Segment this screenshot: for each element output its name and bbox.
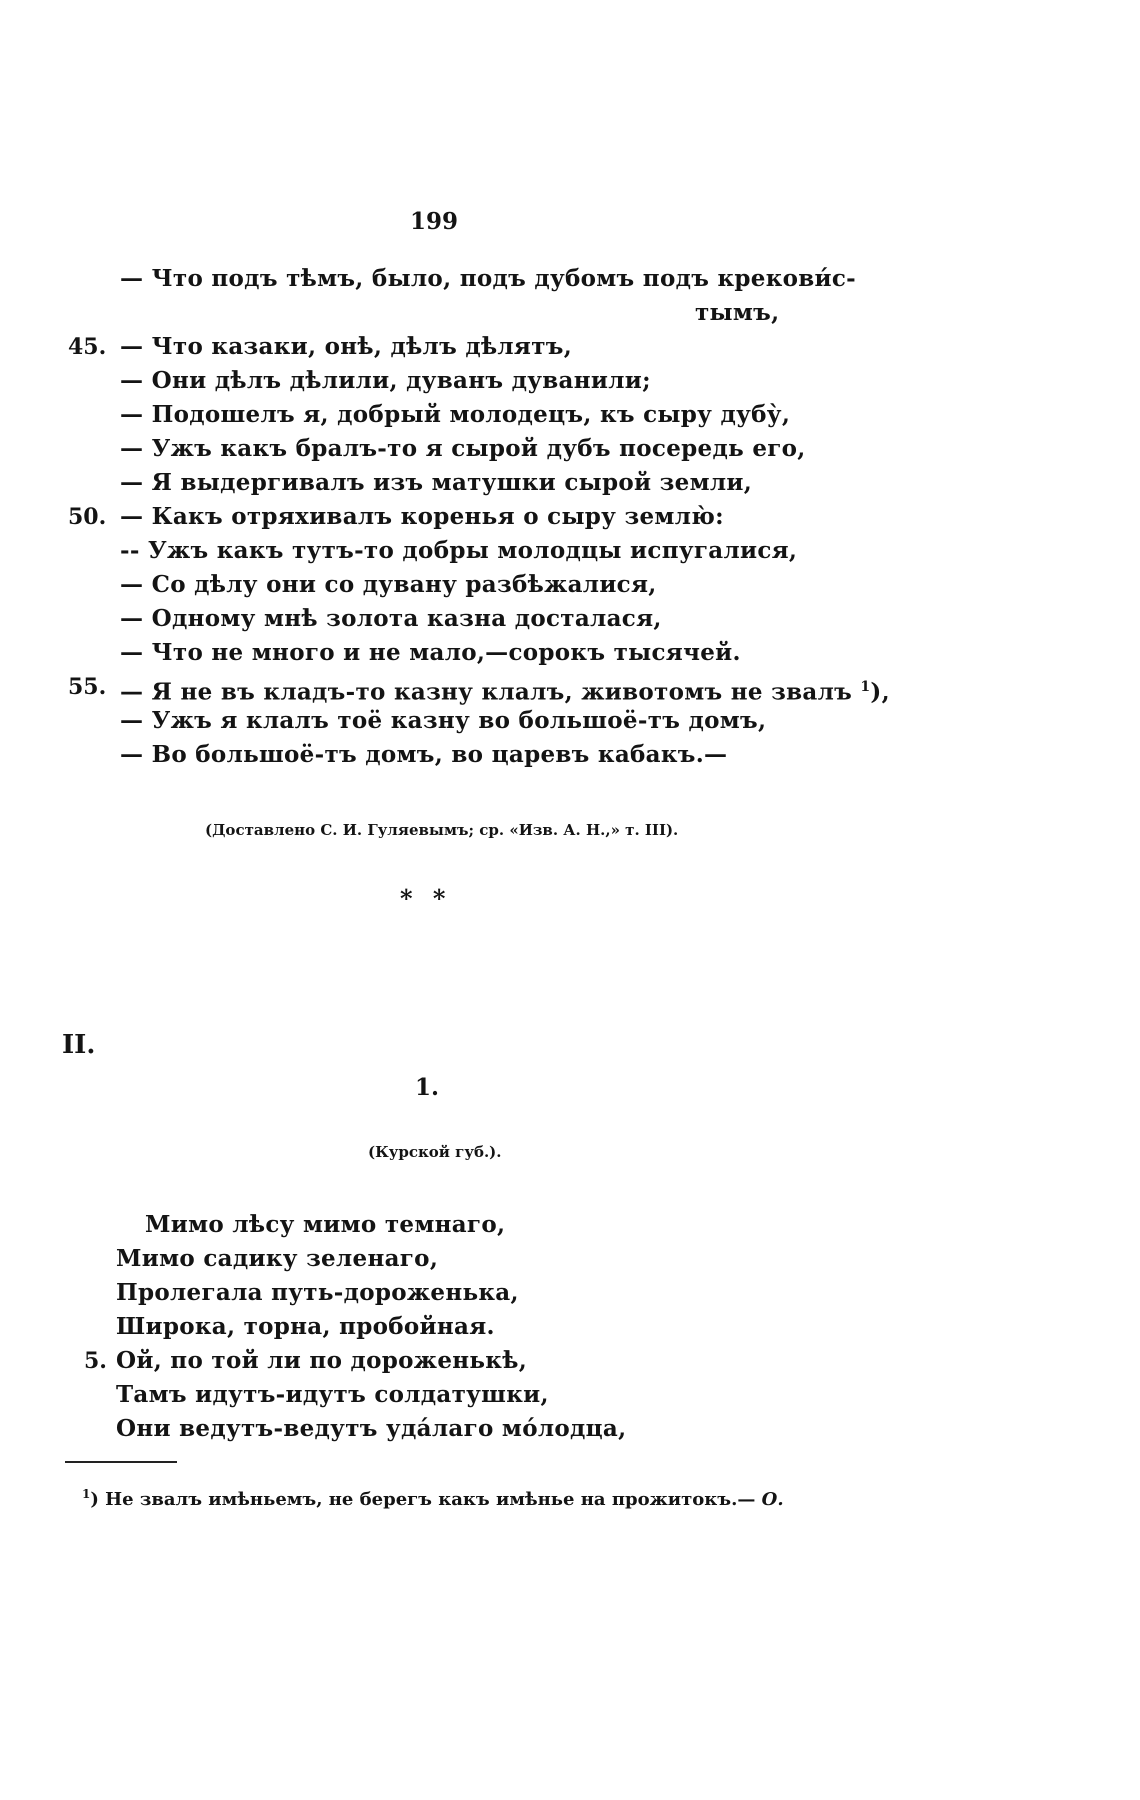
footnote-rule [65, 1461, 177, 1463]
verse-line: — Какъ отряхивалъ коренья о сыру землю̀: [120, 503, 724, 530]
verse-line: — Ужъ какъ бралъ-то я сырой дубъ посередь его, [120, 435, 806, 462]
footnote-sign: О. [761, 1489, 784, 1510]
verse-line: Широка, торна, пробойная. [116, 1313, 495, 1340]
verse-line: тымъ, [695, 299, 780, 326]
footnote-text: ) Не звалъ имѣньемъ, не берегъ какъ имѣнье на прожитокъ.— [90, 1489, 762, 1510]
verse-line: — Со дѣлу они со дувану разбѣжалися, [120, 571, 657, 598]
verse-line: — Что подъ тѣмъ, было, подъ дубомъ подъ крекови́с- [120, 265, 857, 292]
verse-number: 45. [68, 334, 107, 360]
verse-line: Они ведутъ-ведутъ уда́лаго мо́лодца, [116, 1415, 627, 1442]
verse-line: Пролегала путь-дороженька, [116, 1279, 519, 1306]
section-label: II. [62, 1030, 96, 1060]
footnote-mark: 1 [82, 1487, 91, 1501]
verse-number: 50. [68, 504, 107, 530]
verse-line: — Они дѣлъ дѣлили, дуванъ дуванили; [120, 367, 651, 394]
verse-line: — Что не много и не мало,—сорокъ тысячей. [120, 639, 741, 666]
footnote [82, 1487, 784, 1510]
verse-line: — Во большоё-тъ домъ, во царевъ кабакъ.— [120, 741, 728, 768]
verse-number: 55. [68, 674, 107, 700]
verse-line: — Подошелъ я, добрый молодецъ, къ сыру дубу̀, [120, 401, 791, 428]
section-divider-asterisks: * * [400, 884, 452, 913]
song-number: 1. [415, 1074, 440, 1101]
footnote-ref-suffix: ), [870, 678, 890, 706]
verse-line: Тамъ идутъ-идутъ солдатушки, [116, 1381, 549, 1408]
source-note: (Доставлено С. И. Гуляевымъ; ср. «Изв. А. Н.,» т. III). [205, 821, 679, 839]
region-note: (Курской губ.). [368, 1143, 502, 1161]
verse-line-text: — Я не въ кладъ-то казну клалъ, животомъ не звалъ [120, 678, 853, 706]
page-number: 199 [410, 208, 459, 235]
verse-line: — Я выдергивалъ изъ матушки сырой земли, [120, 469, 753, 496]
verse-line: — Одному мнѣ золота казна досталася, [120, 605, 662, 632]
verse-line: Мимо лѣсу мимо темнаго, [145, 1211, 506, 1238]
verse-line: Ой, по той ли по дороженькѣ, [116, 1347, 528, 1374]
verse-line: -- Ужъ какъ тутъ-то добры молодцы испугалися, [120, 537, 798, 564]
footnote-ref: 1 [860, 679, 871, 695]
verse-number: 5. [84, 1348, 107, 1374]
verse-line: Мимо садику зеленаго, [116, 1245, 439, 1272]
verse-line: — Ужъ я клалъ тоё казну во большоё-тъ домъ, [120, 707, 767, 734]
verse-line: — Что казаки, онѣ, дѣлъ дѣлятъ, [120, 333, 573, 360]
